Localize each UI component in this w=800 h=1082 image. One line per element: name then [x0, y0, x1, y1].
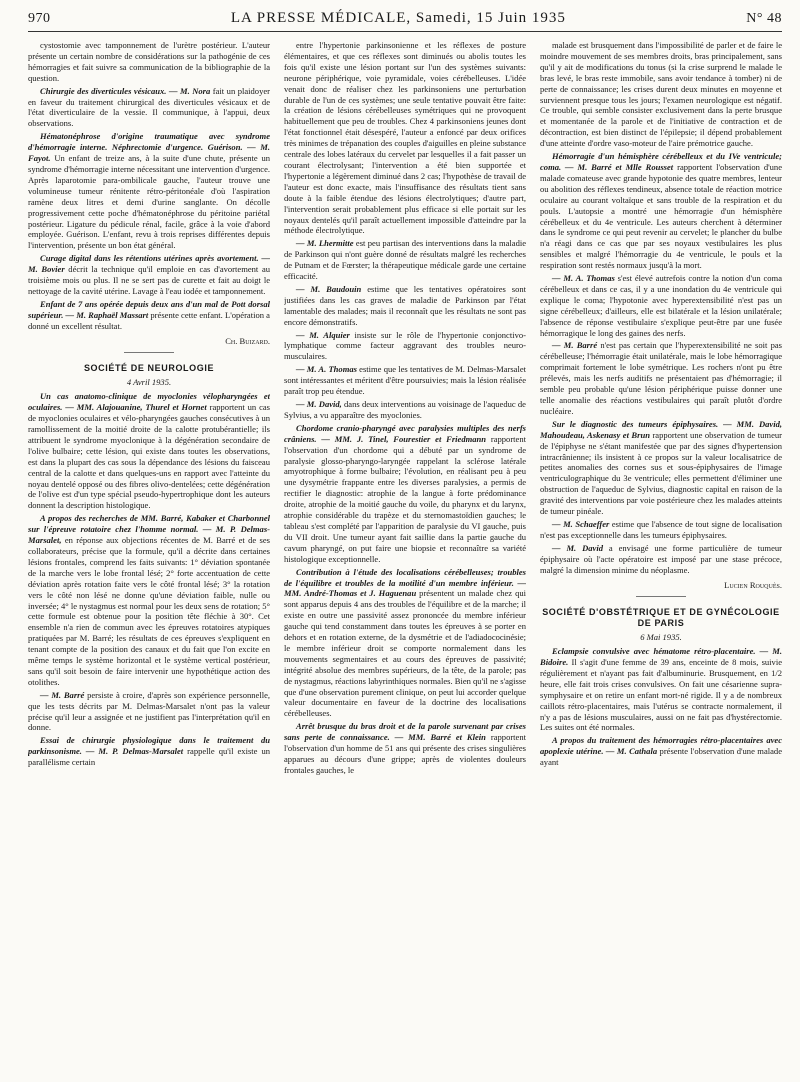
article-paragraph	[540, 735, 782, 768]
article-paragraph	[284, 238, 526, 282]
paragraph-heading: Curage digital dans les rétentions utérines après avortement. — M. Bovier	[28, 253, 270, 275]
article-paragraph	[540, 40, 782, 149]
paragraph-heading: A propos des recherches de MM. Barré, Kabaker et Charbonnel sur l'épreuve rotatoire chez l'homme normal. — M. P. Delmas-Marsalet,	[28, 513, 270, 546]
article-paragraph	[284, 330, 526, 363]
article-columns	[28, 40, 782, 1080]
page-number: 970	[28, 11, 51, 26]
paragraph-heading: — M. A. Thomas	[552, 273, 615, 284]
article-paragraph	[28, 690, 270, 734]
paragraph-text: s'est élevé autrefois contre la notion d'un coma cérébelleux et dans ce cas, il y a une inondation du 4e ventricule qui explique le coma; l'hypotonie avec hyperextensibilité n'est pas un signe cérébelleux; d'ailleurs, elle est bilatérale et la lésion unilatérale; l'absence de réponse vestibulaire s'explique peut-être par une fusée hémorragique le long des gaines des nerfs.	[540, 273, 782, 338]
paragraph-heading: Contribution à l'étude des localisations cérébelleuses; troubles de l'équilibre et troubles de la motilité d'un membre inférieur. — MM. André-Thomas et J. Haguenau	[284, 566, 526, 599]
paragraph-heading: Sur le diagnostic des tumeurs épiphysaires. — MM. David, Mahoudeau, Askenasy et Brun	[540, 418, 782, 440]
paragraph-heading: Essai de chirurgie physiologique dans le traitement du parkinsonisme. — M. P. Delmas-Marsalet	[28, 735, 270, 757]
paragraph-text: persiste à croire, d'après son expérience personnelle, que les tests décrits par M. Delmas-Marsalet n'ont pas la valeur précise qu'il leur a assignée et ne justifient pas l'interprétation qu'il en donne.	[28, 689, 270, 733]
paragraph-text: est peu partisan des interventions dans la maladie de Parkinson qui n'ont guère donné de résultats malgré les recherches de Putnam et de Fœrster; la thérapeutique médicale garde une certaine efficacité.	[284, 238, 526, 282]
paragraph-heading: Hématonéphrose d'origine traumatique avec syndrome d'hémorragie interne. Néphrectomie d'urgence. Guérison. — M. Fayot.	[28, 131, 270, 164]
paragraph-heading: Arrêt brusque du bras droit et de la parole survenant par crises sans perte de connaissance. — MM. Barré et Klein	[284, 721, 526, 743]
article-paragraph	[28, 391, 270, 511]
article-paragraph	[284, 40, 526, 236]
paragraph-heading: — M. Alquier	[296, 329, 350, 340]
paragraph-heading: — M. Barré	[40, 689, 85, 700]
section-divider	[636, 596, 686, 597]
paragraph-text: rapportent un cas de myoclonies oculaires et vélo-pharyngées gauches consécutives à un ramollissement de la moitié droite de la calotte protubérantielle; ils attribuent le syndrome myoclonique à la dégénération secondaire de l'olive bulbaire; cette lésion, qui existe dans toutes les observations, est dans la plupart des cas sous la dépendance des lésions du faisceau central de la calotte et dans quelques-uns en rapport avec l'atteinte du noyau dentelé opposé ou des fibres olivo-dentelées; cette dégénération de l'olive est d'un type spécial pseudo-hypertrophique dont les auteurs donnent la description histologique.	[28, 402, 270, 511]
paragraph-heading: Chirurgie des diverticules vésicaux. — M. Nora	[40, 85, 211, 96]
paragraph-text: estime que les tentatives opératoires sont justifiées dans les cas graves de maladie de Parkinson par l'état lamentable des malades; mais il reconnaît que les résultats ne sont pas encore démonstratifs.	[284, 283, 526, 327]
section-divider	[124, 352, 174, 353]
article-paragraph	[28, 40, 270, 84]
paragraph-text: Un enfant de treize ans, à la suite d'une chute, présente un syndrome d'hémorragie interne nécessitant une intervention d'urgence. Après laparotomie para-ombilicale gauche, l'auteur trouve une volumineuse tumeur rénitente rétro-péritonéale d'où l'aspiration ramène deux litres et demi d'urine sanglante. On décolle progressivement cette poche d'hématonéphrose du péritoine pariétal postérieur. Ligature du pédicule rénal, facile, grâce à la voie d'abord employée. Guérison. L'enfant, revu à trois reprises différentes depuis l'intervention, présente un bon état général.	[28, 153, 270, 251]
section-heading: SOCIÉTÉ DE NEUROLOGIE	[83, 363, 215, 374]
paragraph-heading: — M. Schaeffer	[552, 518, 610, 529]
paragraph-heading: — M. A. Thomas	[296, 364, 357, 375]
paragraph-text: entre l'hypertonie parkinsonienne et les réflexes de posture élémentaires, et que ces réflexes sont diminués ou abolis toutes les fois qu'il existe une lésion portant sur l'un des systèmes suivants: neurone périphérique, voie pyramidale, voies cérébelleuses. L'idée venait donc de réaliser chez les parkinsoniens une perturbation durable de l'un de ces systèmes; une seule tentative pouvait être faite: la création de lésions cérébelleuses symétriques qui ne provoquent habituellement que peu de troubles. Chez 4 parkinsoniens jeunes dont l'état fonctionnel était désespéré, l'auteur a enfoncé par deux orifices très minimes de trépanation des couples d'aiguilles en pleine substance centrale des lobes latéraux du cervelet par lesquelles il a fait passer un courant électrolysant; l'intervention a été bien supportée et l'hypertonie a légèrement diminué dans 2 cas; l'hypothèse de travail de l'auteur est donc exacte, mais l'insuffisance des résultats tient sans doute à la faible étendue des lésions électrolytiques; d'autre part, l'intervention serait probablement plus efficace si elle portait sur les noyaux dentelés qu'il paraît actuellement impossible d'atteindre par la méthode électrolytique.	[284, 40, 526, 236]
paragraph-text: présente cette enfant. L'opération a donné un excellent résultat.	[28, 309, 270, 331]
paragraph-text: présente l'observation d'une malade ayant	[540, 746, 782, 768]
article-paragraph	[540, 340, 782, 416]
session-date: 6 Mai 1935.	[640, 632, 682, 643]
issue-date: Samedi, 15 Juin 1935	[415, 10, 566, 26]
article-paragraph	[540, 519, 782, 541]
paragraph-text: estime que les tentatives de M. Delmas-Marsalet sont intéressantes et méritent d'être poursuivies; mais la lésion réalisée paraît trop peu étendue.	[284, 364, 526, 397]
paragraph-text: rapportent l'observation d'un homme de 51 ans qui présente des crises singulières apparues au décours d'une grippe; après de violentes douleurs frontales gauches, le	[284, 732, 526, 775]
article-paragraph	[28, 735, 270, 768]
article-paragraph	[284, 284, 526, 328]
paragraph-heading: Un cas anatomo-clinique de myoclonies vélopharyngées et oculaires. — MM. Alajouanine, Thurel et Hornet	[28, 391, 270, 413]
paragraph-heading: — M. Barré	[552, 340, 598, 351]
paragraph-text: dans deux interventions au voisinage de l'aqueduc de Sylvius, a vu apparaître des myoclonies.	[284, 399, 526, 420]
paragraph-text: fait un plaidoyer en faveur du traitement chirurgical des diverticules vésicaux et de l'état diverticulaire de la vessie. Il communique, à l'appui, deux observations.	[28, 85, 270, 129]
author-signature: Ch. Buizard.	[225, 335, 270, 346]
article-paragraph	[28, 253, 270, 297]
article-paragraph	[28, 86, 270, 130]
article-paragraph	[284, 399, 526, 421]
page-header	[28, 10, 782, 32]
article-paragraph	[540, 273, 782, 338]
article-paragraph	[284, 567, 526, 720]
session-date: 4 Avril 1935.	[126, 377, 172, 388]
paragraph-text: en réponse aux objections récentes de M. Barré et de ses collaborateurs, précise que la formule, qu'il a décrite dans certaines lésions frontales, comprend les faits suivants: 1° déviation spontanée de la marche vers le lobe frontal lésé; 2° forte accentuation de cette déviation après rotation faite vers le côté frontal lésé; 3° la rotation vers le côté non lésé ne donne qu'une déviation faible, nulle ou inversée; 4° le nystagmus est normal pour les deux sens de rotation; 5° cette formule est obtenue pour la position tête fléchie à 30°. Cet ensemble n'a rien de commun avec les épreuves rotatoires atypiques pratiquées par M. Barré; les résultats de ces épreuves s'expliquent en tenant compte de la position des canaux et du fait que l'on excite en même temps le système horizontal et le système vertical postérieur, sans qu'il soit besoin de faire intervenir une hypothétique action des otolithes.	[28, 535, 270, 687]
article-paragraph	[540, 543, 782, 576]
paragraph-text: rapportent l'observation d'une malade comateuse avec grande hypotonie des quatre membres, lenteur ou abolition des réflexes tendineux, absence totale de réaction motrice oculaire au courant voltaïque et sans trouble de la respiration et du pouls. L'autopsie a montré une hémorragie d'un hémisphère cérébelleux et du 4e ventricule. Les auteurs cherchent à déterminer dans le syndrome ce qui peut revenir au cervelet; le plancher du bulbe n'a réagi dans ce cas que par ses noyaux vestibulaires les plus sensibles et malgré l'hémorragie du 4e ventricule, le pouls et la respiration sont restés normaux jusqu'à la mort.	[540, 161, 782, 271]
column-2	[284, 40, 526, 1080]
paragraph-heading: Eclampsie convulsive avec hématome rétro-placentaire. — M. Bidoire.	[540, 646, 782, 668]
article-paragraph	[540, 646, 782, 733]
journal-name: LA PRESSE MÉDICALE,	[230, 10, 412, 26]
column-3	[540, 40, 782, 1080]
paragraph-heading: A propos du traitement des hémorragies rétro-placentaires avec apoplexie utérine. — M. Cathala	[540, 735, 782, 757]
paragraph-text: estime que l'absence de tout signe de localisation n'est pas exceptionnelle dans les tumeurs épiphysaires.	[540, 518, 782, 540]
section-heading: SOCIÉTÉ D'OBSTÉTRIQUE ET DE GYNÉCOLOGIE DE PARIS	[542, 607, 780, 629]
paragraph-text: décrit la technique qu'il emploie en cas d'avortement au troisième mois ou plus. Il ne se sert pas de curette et fait au doigt le nettoyage de la cavité utérine. Lavage à l'eau iodée et tamponnement.	[28, 264, 270, 296]
article-paragraph	[284, 423, 526, 565]
paragraph-heading: Chordome cranio-pharyngé avec paralysies multiples des nerfs crâniens. — MM. J. Tinel, Fourestier et Friedmann	[284, 422, 526, 444]
paragraph-text: rapportent une observation de tumeur de l'épiphyse ne s'étant manifestée que par des signes d'hypertension intracrânienne; ils insistent à ce propos sur la valeur localisatrice de petites anomalies des cornes sus et sous-épiphysaires de l'image ventriculographique du 3e ventricule; elles permettent d'éliminer une obstruction de l'aqueduc de Sylvius, diagnostic capital en raison de la gravité des interventions par voie postérieure chez les malades atteints de tumeur pinéale.	[540, 429, 782, 517]
article-paragraph	[540, 419, 782, 517]
paragraph-text: présentent un malade chez qui sont apparus depuis 4 ans des troubles de l'équilibre et de la marche; il existe en outre une passivité assez prononcée du membre inférieur gauche qui tend constamment dans toutes les épreuves à se porter en dehors et en rotation externe, de la dysmétrie et de l'adiadococinésie; le membre inférieur droit se comporte normalement dans les mouvements segmentaires et au cours des épreuves de passivité; intégrité absolue des membres supérieurs, de la tête, de la parole; pas de nystagmus, réactions labyrinthiques normales. Bien qu'il ne s'agisse que d'une observation purement clinique, on peut lui accorder quelque valeur documentaire en faveur de la doctrine des localisations cérébelleuses.	[284, 588, 526, 719]
paragraph-heading: — M. Baudouin	[296, 283, 362, 294]
column-1	[28, 40, 270, 1080]
article-paragraph	[284, 721, 526, 776]
issue-number: N° 48	[746, 11, 782, 26]
paragraph-text: Il s'agit d'une femme de 39 ans, enceinte de 8 mois, suivie régulièrement et n'ayant pas fait d'albuminurie. Brusquement, en 1/2 heure, elle fait trois crises convulsives. On fait une césarienne supra-symphysaire et on retire un enfant mort-né rigide. Il y a de nombreux caillots rétro-placentaires, mais l'utérus se contracte normalement, il n'y a pas de lésions musculaires, aussi on ne fait pas d'hystérectomie. Les suites ont été normales.	[540, 657, 782, 733]
paragraph-heading: — M. David	[552, 542, 603, 553]
paragraph-heading: — M. Lhermitte	[296, 238, 354, 249]
article-paragraph	[28, 299, 270, 332]
paragraph-text: rappelle qu'il existe un parallélisme certain	[28, 746, 270, 768]
article-paragraph	[284, 364, 526, 397]
paragraph-heading: — M. David,	[296, 399, 342, 409]
paragraph-text: a envisagé une forme particulière de tumeur épiphysaire où l'acte opératoire est imposé par une stase précoce, malgré la dimension minime du néoplasme.	[540, 542, 782, 575]
paragraph-text: cystostomie avec tamponnement de l'urètre postérieur. L'auteur présente un certain nombre de considérations sur la pathogénie de ces hémorragies et fait suivre sa communication de la bibliographie de la question.	[28, 40, 270, 83]
paragraph-text: malade est brusquement dans l'impossibilité de parler et de faire le moindre mouvement de ses membres droits, bras principalement, sans qu'il y ait de modifications du tonus (si la crise surprend le malade le bras levé, le bras reste immobile, sans avoir tendance à tomber) ni de perte de connaissance; les crises durent deux minutes en moyenne et surviennent presque tous les jours; l'examen neurologique est négatif. Ce trouble, qui semble consister exclusivement dans la perte brusque et momentanée de la parole et de l'initiative de contraction et de décontraction, est bien distinct de l'épilepsie; il dépend probablement d'une atteinte d'ordre vaso-moteur de l'aire prémotrice gauche.	[540, 40, 782, 149]
article-paragraph	[28, 131, 270, 251]
paragraph-heading: Enfant de 7 ans opérée depuis deux ans d'un mal de Pott dorsal supérieur. — M. Raphaël Massart	[28, 298, 270, 320]
paragraph-heading: Hémorragie d'un hémisphère cérébelleux et du IVe ventricule; coma. — M. Barré et Mlle Rousset	[540, 151, 782, 172]
article-paragraph	[28, 513, 270, 688]
paragraph-text: insiste sur le rôle de l'hypertonie conjonctivo-lymphatique comme facteur aggravant des troubles neuro-musculaires.	[284, 329, 526, 362]
paragraph-text: rapportent l'observation d'un chordome qui a débuté par un syndrome de paralysie glosso-pharyngo-laryngée rappelant la sclérose latérale amyotrophique à forme bulbaire; l'évolution, en réalisant peu à peu une dysymétrie frappante entre les diverses paralysies, a permis de rectifier le diagnostic: atrophie de la langue à forte prédominance droite, atrophie de la moitié gauche du voile, du pharynx et du larynx, atrophie considérable du trapèze et du sternomastoïdien gauches; le tableau s'est complété par l'apparition de paralysie du VI gauche, puis du VII droit. Une tumeur ayant fait saillie dans la partie gauche du cavum pharyngé, on put faire une biopsie et reconnaître sa variété histologique exceptionnelle.	[284, 433, 526, 564]
paragraph-text: n'est pas certain que l'hyperextensibilité ne soit pas cérébelleuse; l'hémorragie était unilatérale, mais le lobe hémorragique comprimait fortement le lobe symétrique. Les rochers n'ont pu être prélevés, mais les nerfs auditifs ne présentaient pas d'hémorragie; il semble peu probable qu'une lésion périphérique puisse donner une telle anomalie des réactions vestibulaires qui paraît plutôt d'ordre nucléaire.	[540, 340, 782, 416]
journal-title	[231, 10, 566, 27]
author-signature: Lucien Rouquès.	[724, 579, 782, 590]
article-paragraph	[540, 151, 782, 271]
